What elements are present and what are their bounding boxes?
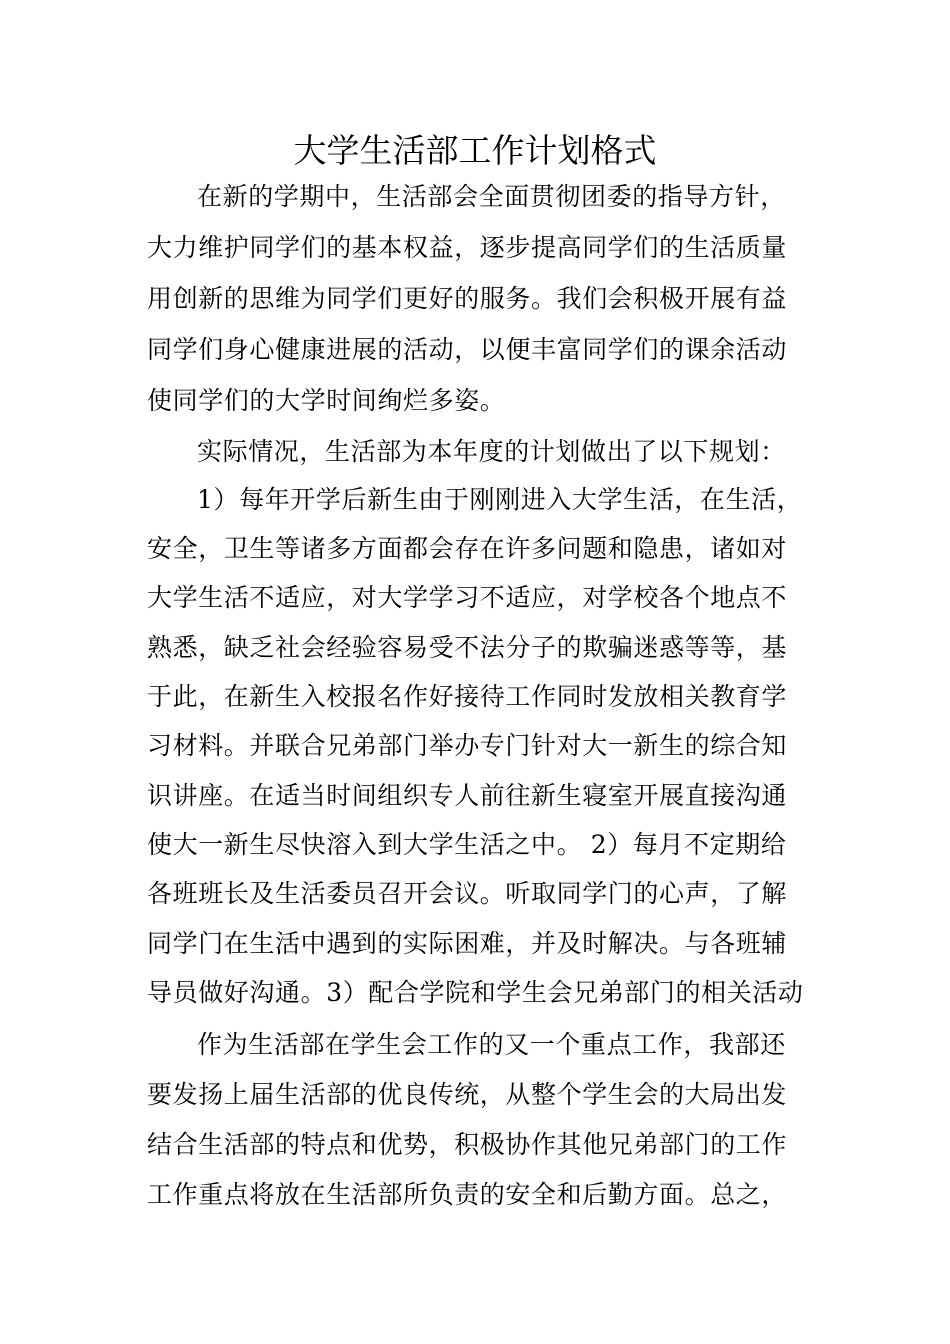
paragraph-3-line-6: 习材料。并联合兄弟部门举办专门针对大一新生的综合知 <box>147 731 788 760</box>
paragraph-4-line-3: 结合生活部的特点和优势，积极协作其他兄弟部门的工作 <box>147 1130 788 1159</box>
paragraph-3-line-10: 同学门在生活中遇到的实际困难，并及时解决。与各班辅 <box>147 929 788 958</box>
paragraph-4-line-2: 要发扬上届生活部的优良传统，从整个学生会的大局出发 <box>147 1080 788 1109</box>
paragraph-3-line-2: 安全，卫生等诸多方面都会存在许多问题和隐患，诸如对 <box>147 534 788 563</box>
paragraph-1-line-1: 在新的学期中，生活部会全面贯彻团委的指导方针， <box>197 182 786 211</box>
paragraph-3-line-11: 导员做好沟通。3）配合学院和学生会兄弟部门的相关活动 <box>147 978 804 1007</box>
paragraph-3-line-5: 于此，在新生入校报名作好接待工作同时发放相关教育学 <box>147 682 788 711</box>
paragraph-3-line-8: 使大一新生尽快溶入到大学生活之中。 2）每月不定期给 <box>147 830 787 859</box>
paragraph-3-line-3: 大学生活不适应，对大学学习不适应，对学校各个地点不 <box>147 583 788 612</box>
paragraph-3-line-1: 1）每年开学后新生由于刚刚进入大学生活，在生活， <box>197 485 803 514</box>
paragraph-4-line-1: 作为生活部在学生会工作的又一个重点工作，我部还 <box>197 1030 786 1059</box>
paragraph-4-line-4: 工作重点将放在生活部所负责的安全和后勤方面。总之， <box>147 1180 788 1209</box>
paragraph-1-line-3: 用创新的思维为同学们更好的服务。我们会积极开展有益 <box>147 284 788 313</box>
paragraph-3-line-7: 识讲座。在适当时间组织专人前往新生寝室开展直接沟通 <box>147 781 788 810</box>
paragraph-3-line-9: 各班班长及生活委员召开会议。听取同学门的心声，了解 <box>147 879 788 908</box>
paragraph-1-line-4: 同学们身心健康进展的活动，以便丰富同学们的课余活动 <box>147 335 788 364</box>
document-title: 大学生活部工作计划格式 <box>293 131 657 170</box>
paragraph-3-line-4: 熟悉，缺乏社会经验容易受不法分子的欺骗迷惑等等，基 <box>147 633 788 662</box>
paragraph-2-line-1: 实际情况，生活部为本年度的计划做出了以下规划： <box>197 437 786 466</box>
paragraph-1-line-2: 大力维护同学们的基本权益，逐步提高同学们的生活质量 <box>147 233 788 262</box>
paragraph-1-line-5: 使同学们的大学时间绚烂多姿。 <box>147 386 506 415</box>
